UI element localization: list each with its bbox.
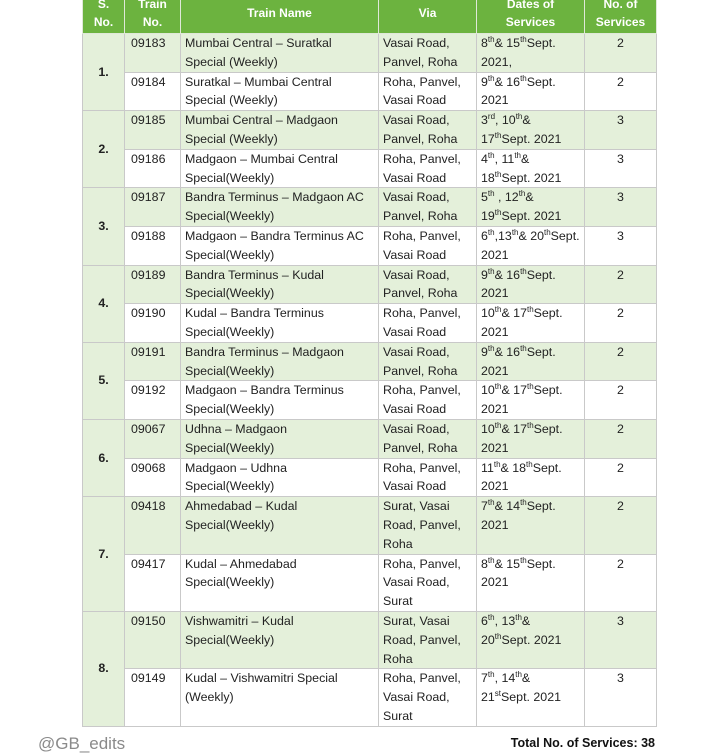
service-dates: 9th& 16thSept. 2021 bbox=[477, 342, 585, 381]
train-number: 09068 bbox=[125, 458, 181, 497]
train-number: 09149 bbox=[125, 669, 181, 726]
train-number: 09189 bbox=[125, 265, 181, 304]
service-count: 3 bbox=[585, 611, 657, 668]
service-dates: 10th& 17thSept. 2021 bbox=[477, 419, 585, 458]
service-dates: 10th& 17thSept. 2021 bbox=[477, 304, 585, 343]
header-sno: S. No. bbox=[83, 0, 125, 34]
table-row bbox=[83, 111, 657, 150]
service-count: 2 bbox=[585, 458, 657, 497]
train-number: 09186 bbox=[125, 149, 181, 188]
via-stations: Surat, Vasai Road, Panvel, Roha bbox=[379, 497, 477, 554]
service-count: 3 bbox=[585, 188, 657, 227]
table-row bbox=[83, 611, 657, 668]
table-row bbox=[83, 188, 657, 227]
table-row bbox=[83, 72, 657, 111]
train-name: Mumbai Central – Suratkal Special (Weekly) bbox=[181, 34, 379, 73]
train-number: 09190 bbox=[125, 304, 181, 343]
table-row bbox=[83, 265, 657, 304]
table-row bbox=[83, 458, 657, 497]
service-dates: 4th, 11th& 18thSept. 2021 bbox=[477, 149, 585, 188]
table-row bbox=[83, 342, 657, 381]
header-via: Via bbox=[379, 0, 477, 34]
train-name: Udhna – Madgaon Special(Weekly) bbox=[181, 419, 379, 458]
via-stations: Roha, Panvel, Vasai Road, Surat bbox=[379, 554, 477, 611]
service-dates: 10th& 17thSept. 2021 bbox=[477, 381, 585, 420]
train-number: 09185 bbox=[125, 111, 181, 150]
watermark-text: @GB_edits bbox=[38, 734, 126, 753]
service-count: 2 bbox=[585, 265, 657, 304]
train-number: 09417 bbox=[125, 554, 181, 611]
train-name: Madgaon – Bandra Terminus AC Special(Weekly) bbox=[181, 226, 379, 265]
train-name: Madgaon – Udhna Special(Weekly) bbox=[181, 458, 379, 497]
train-number: 09150 bbox=[125, 611, 181, 668]
serial-number: 3. bbox=[83, 188, 125, 265]
train-name: Kudal – Vishwamitri Special (Weekly) bbox=[181, 669, 379, 726]
table-row bbox=[83, 304, 657, 343]
service-dates: 9th& 16thSept. 2021 bbox=[477, 72, 585, 111]
train-name: Bandra Terminus – Madgaon AC Special(Weekly) bbox=[181, 188, 379, 227]
special-trains-table bbox=[82, 0, 657, 727]
train-number: 09187 bbox=[125, 188, 181, 227]
via-stations: Vasai Road, Panvel, Roha bbox=[379, 419, 477, 458]
train-name: Bandra Terminus – Madgaon Special(Weekly) bbox=[181, 342, 379, 381]
train-name: Suratkal – Mumbai Central Special (Weekly) bbox=[181, 72, 379, 111]
service-count: 2 bbox=[585, 72, 657, 111]
train-name: Kudal – Ahmedabad Special(Weekly) bbox=[181, 554, 379, 611]
service-count: 2 bbox=[585, 419, 657, 458]
service-count: 2 bbox=[585, 342, 657, 381]
train-name: Vishwamitri – Kudal Special(Weekly) bbox=[181, 611, 379, 668]
table-row bbox=[83, 669, 657, 726]
train-number: 09418 bbox=[125, 497, 181, 554]
header-train-name: Train Name bbox=[181, 0, 379, 34]
serial-number: 5. bbox=[83, 342, 125, 419]
serial-number: 1. bbox=[83, 34, 125, 111]
train-number: 09183 bbox=[125, 34, 181, 73]
train-name: Ahmedabad – Kudal Special(Weekly) bbox=[181, 497, 379, 554]
train-name: Bandra Terminus – Kudal Special(Weekly) bbox=[181, 265, 379, 304]
via-stations: Roha, Panvel, Vasai Road bbox=[379, 381, 477, 420]
service-count: 2 bbox=[585, 381, 657, 420]
service-count: 3 bbox=[585, 226, 657, 265]
via-stations: Surat, Vasai Road, Panvel, Roha bbox=[379, 611, 477, 668]
service-count: 2 bbox=[585, 304, 657, 343]
header-train-no: Train No. bbox=[125, 0, 181, 34]
train-number: 09188 bbox=[125, 226, 181, 265]
serial-number: 7. bbox=[83, 497, 125, 612]
service-dates: 7th, 14th& 21stSept. 2021 bbox=[477, 669, 585, 726]
serial-number: 2. bbox=[83, 111, 125, 188]
serial-number: 4. bbox=[83, 265, 125, 342]
service-count: 2 bbox=[585, 34, 657, 73]
via-stations: Vasai Road, Panvel, Roha bbox=[379, 265, 477, 304]
via-stations: Vasai Road, Panvel, Roha bbox=[379, 111, 477, 150]
table-row bbox=[83, 34, 657, 73]
train-name: Mumbai Central – Madgaon Special (Weekly) bbox=[181, 111, 379, 150]
service-dates: 9th& 16thSept. 2021 bbox=[477, 265, 585, 304]
train-number: 09191 bbox=[125, 342, 181, 381]
service-dates: 6th, 13th& 20thSept. 2021 bbox=[477, 611, 585, 668]
table-row bbox=[83, 226, 657, 265]
train-number: 09184 bbox=[125, 72, 181, 111]
via-stations: Roha, Panvel, Vasai Road bbox=[379, 304, 477, 343]
table-row bbox=[83, 381, 657, 420]
table-row bbox=[83, 149, 657, 188]
service-count: 2 bbox=[585, 554, 657, 611]
service-dates: 7th& 14thSept. 2021 bbox=[477, 497, 585, 554]
train-name: Madgaon – Bandra Terminus Special(Weekly) bbox=[181, 381, 379, 420]
header-count: No. of Services bbox=[585, 0, 657, 34]
service-dates: 5th , 12th& 19thSept. 2021 bbox=[477, 188, 585, 227]
serial-number: 8. bbox=[83, 611, 125, 726]
table-row bbox=[83, 554, 657, 611]
total-services: Total No. of Services: 38 bbox=[510, 736, 655, 750]
service-dates: 8th& 15thSept. 2021 bbox=[477, 554, 585, 611]
table-header-row bbox=[83, 0, 657, 34]
train-number: 09067 bbox=[125, 419, 181, 458]
service-dates: 6th,13th& 20thSept. 2021 bbox=[477, 226, 585, 265]
train-name: Madgaon – Mumbai Central Special(Weekly) bbox=[181, 149, 379, 188]
via-stations: Roha, Panvel, Vasai Road bbox=[379, 458, 477, 497]
table-row bbox=[83, 419, 657, 458]
service-count: 3 bbox=[585, 111, 657, 150]
train-name: Kudal – Bandra Terminus Special(Weekly) bbox=[181, 304, 379, 343]
table-row bbox=[83, 497, 657, 554]
service-dates: 8th& 15thSept. 2021, bbox=[477, 34, 585, 73]
service-dates: 11th& 18thSept. 2021 bbox=[477, 458, 585, 497]
service-count: 2 bbox=[585, 497, 657, 554]
via-stations: Roha, Panvel, Vasai Road bbox=[379, 72, 477, 111]
via-stations: Roha, Panvel, Vasai Road bbox=[379, 226, 477, 265]
via-stations: Vasai Road, Panvel, Roha bbox=[379, 34, 477, 73]
via-stations: Roha, Panvel, Vasai Road, Surat bbox=[379, 669, 477, 726]
service-count: 3 bbox=[585, 669, 657, 726]
service-count: 3 bbox=[585, 149, 657, 188]
service-dates: 3rd, 10th& 17thSept. 2021 bbox=[477, 111, 585, 150]
via-stations: Vasai Road, Panvel, Roha bbox=[379, 188, 477, 227]
serial-number: 6. bbox=[83, 419, 125, 496]
train-number: 09192 bbox=[125, 381, 181, 420]
header-dates: Dates of Services bbox=[477, 0, 585, 34]
via-stations: Roha, Panvel, Vasai Road bbox=[379, 149, 477, 188]
via-stations: Vasai Road, Panvel, Roha bbox=[379, 342, 477, 381]
